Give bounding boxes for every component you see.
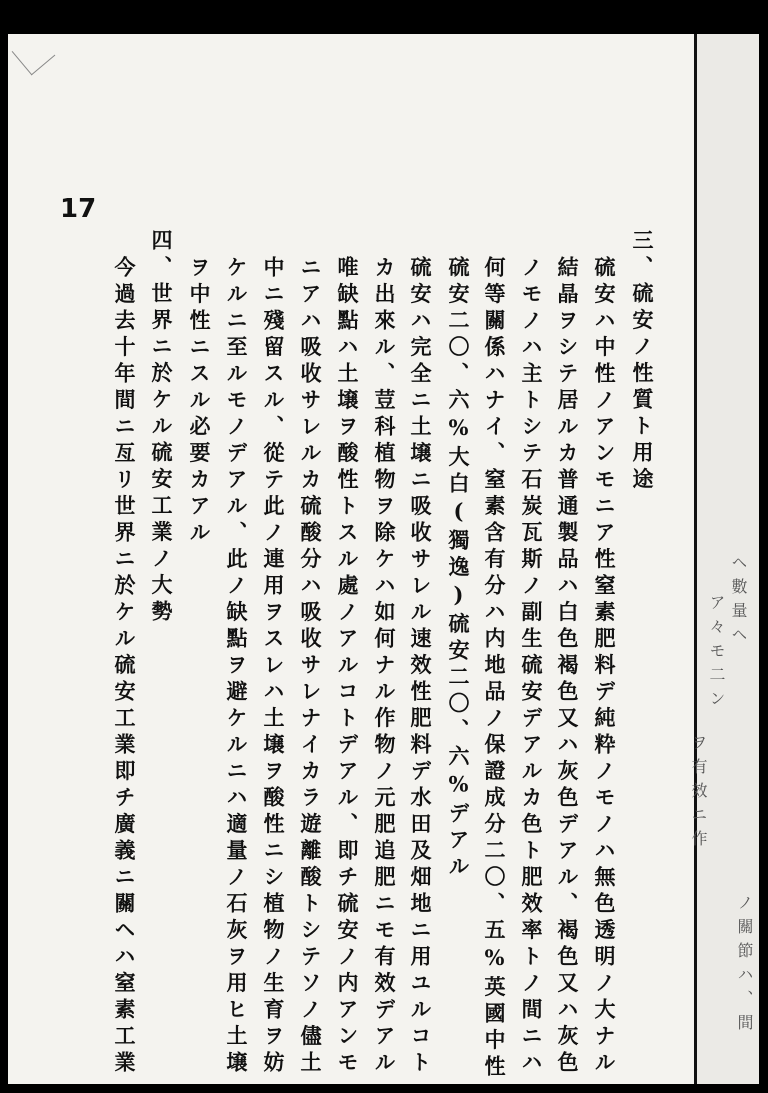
text-column-1: 硫安ハ中性ノアンモニア性窒素肥料デ純粋ノモノハ無色透明ノ大ナル bbox=[592, 256, 617, 1078]
facing-page-column-2: ア々モ二ン bbox=[707, 594, 726, 714]
text-column-8: 唯缺點ハ土壌ヲ酸性トスル處ノアルコトデアル、即チ硫安ノ内アンモ bbox=[335, 256, 360, 1078]
text-column-10: 中ニ殘留スル、從テ此ノ連用ヲスレハ土壌ヲ酸性ニシ植物ノ生育ヲ妨 bbox=[261, 256, 286, 1078]
facing-page-column-4: ノ關節ハ、間 bbox=[735, 894, 754, 1038]
document-page bbox=[8, 34, 696, 1084]
text-column-7: カ出來ル、荳科植物ヲ除ケハ如何ナル作物ノ元肥追肥ニモ有效デアル bbox=[372, 256, 397, 1078]
text-column-11: ケルニ至ルモノデアル、此ノ缺點ヲ避ケルニハ適量ノ石灰ヲ用ヒ土壌 bbox=[224, 256, 249, 1078]
text-column-3: ノモノハ主トシテ石炭瓦斯ノ副生硫安デアルカ色ト肥效率トノ間ニハ bbox=[519, 256, 544, 1078]
text-column-4: 何等關係ハナイ、窒素含有分ハ内地品ノ保證成分二〇、五%英國中性 bbox=[482, 256, 507, 1082]
text-column-12: ヲ中性ニスル必要カアル bbox=[187, 256, 212, 548]
facing-page-column-3: ヲ有效ニ作 bbox=[689, 734, 708, 854]
text-column-6: 硫安ハ完全ニ土壌ニ吸收サレル速效性肥料デ水田及畑地ニ用ユルコト bbox=[408, 256, 433, 1078]
facing-page-edge bbox=[689, 34, 759, 1084]
section-heading-4: 四、世界ニ於ケル硫安工業ノ大勢 bbox=[149, 229, 174, 627]
text-column-14: 今過去十年間ニ亙リ世界ニ於ケル硫安工業即チ廣義ニ關ヘハ窒素工業 bbox=[112, 256, 137, 1078]
page-number: 17 bbox=[60, 194, 97, 224]
facing-page-column-1: ヘ數量ヘ bbox=[729, 554, 748, 650]
section-heading-3: 三、硫安ノ性質ト用途 bbox=[630, 229, 655, 494]
text-column-9: ニアハ吸收サレルカ硫酸分ハ吸收サレナイカラ遊離酸トシテソノ儘土 bbox=[298, 256, 323, 1078]
text-column-5: 硫安二〇、六%大白(獨逸)硫安二〇、六%デアル bbox=[446, 256, 471, 882]
page-corner-fold bbox=[12, 32, 56, 76]
text-column-2: 結晶ヲシテ居ルカ普通製品ハ白色褐色又ハ灰色デアル、褐色又ハ灰色 bbox=[555, 256, 580, 1078]
